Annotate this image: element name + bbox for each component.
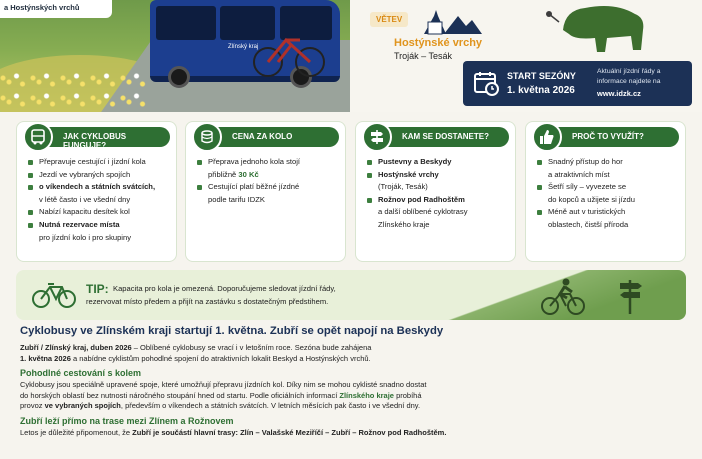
list-item: Nabízí kapacitu desítek kol [27, 207, 170, 218]
list-item: Přepravuje cestující i jízdní kola [27, 157, 170, 168]
season-banner [463, 61, 692, 106]
tip-line-1: Kapacita pro kola je omezená. Doporučujeme sledovat jízdní řády, [113, 284, 336, 293]
panel-why-use [525, 121, 686, 262]
price-value: 30 Kč [238, 169, 259, 179]
coins-icon [192, 122, 222, 152]
panel-title: PROČ TO VYUŽÍT? [572, 132, 644, 141]
bus-icon [23, 122, 53, 152]
bike-rack-icon [248, 22, 338, 82]
tip-line-2: rezervovat místo předem a přijít na zastávku s dostatečným předstihem. [86, 297, 329, 306]
season-website-link[interactable]: www.idzk.cz [597, 89, 641, 98]
section-heading: Zubří leží přímo na trase mezi Zlínem a Rožnovem [20, 415, 234, 426]
panel-price [185, 121, 346, 262]
list-item: Rožnov pod Radhoštěm [366, 195, 509, 206]
calendar-icon [473, 70, 499, 96]
article-paragraph: Cyklobusy jsou speciálně upravené spoje, které umožňují přepravu jízdních kol. Díky nim se mohou cyklisté snadno dostat do horských oblastí bez nutnosti náročného stoupání hned od startu. Podle oficiálních informací Zlínského kraje probíhá provoz ve vybraných spojích, především o víkendech a státních svátcích. V letních měsících pak často i ve všední dny. [20, 380, 427, 411]
section-heading: Pohodlné cestování s kolem [20, 368, 142, 379]
season-info: Aktuální jízdní řády a informace najdete na [597, 68, 661, 85]
list-item: a atraktivních míst [548, 169, 610, 179]
panel-title: KAM SE DOSTANETE? [402, 132, 489, 141]
article-lead: Zubří / Zlínský kraj, duben 2026 – Oblíbené cyklobusy se vrací i v letošním roce. Sezóna bude zahájena 1. května 2026 a nabídne cyklistům pohodlné spojení do atraktivních lokalit Beskyd a Hostýnských vrchů. [20, 343, 372, 363]
branch-tag: VĚTEV [370, 12, 408, 27]
bison-icon [545, 0, 660, 60]
list-item: o víkendech a státních svátcích, [27, 182, 170, 193]
cyclist-icon [540, 278, 586, 316]
list-item: Snadný přístup do hor [536, 157, 679, 168]
article [20, 325, 690, 443]
signpost-icon [362, 122, 392, 152]
route-title: Hostýnské vrchy [394, 37, 483, 49]
list-item: Jezdí ve vybraných spojích [27, 170, 170, 181]
article-paragraph: Letos je důležité připomenout, že Zubří je součástí hlavní trasy: Zlín – Valašské Meziříčí – Zubří – Rožnov pod Radhoštěm. [20, 427, 447, 437]
hero-caption: a Hostýnských vrchů [4, 3, 80, 12]
list-item: podle tarifu IDZK [208, 194, 265, 204]
hero-photo [0, 0, 350, 112]
panel-how-it-works [16, 121, 177, 262]
list-item: Cestující platí běžné jízdné [196, 182, 339, 193]
thumbs-up-icon [532, 122, 562, 152]
list-item: Méně aut v turistických [536, 207, 679, 218]
panel-title: JAK CYKLOBUS FUNGUJE? [63, 132, 127, 150]
list-item: Hostýnské vrchy [366, 170, 509, 181]
panel-title: CENA ZA KOLO [232, 132, 293, 141]
season-label: START SEZÓNY [507, 71, 576, 81]
trail-signpost-icon [618, 278, 644, 314]
list-item: a další oblíbené cyklotrasy [378, 207, 468, 217]
route-subtitle: Troják – Tesák [394, 51, 453, 61]
list-item: přibližně 30 Kč [208, 169, 259, 179]
list-item: v létě často i ve všední dny [39, 194, 131, 204]
tip-label: TIP: [86, 282, 109, 296]
list-item: oblastech, čistší příroda [548, 219, 629, 229]
list-item: Přeprava jednoho kola stojí [196, 157, 339, 168]
season-date: 1. května 2026 [507, 85, 575, 96]
list-item: Nutná rezervace místa [27, 220, 170, 231]
list-item: pro jízdní kolo i pro skupiny [39, 232, 132, 242]
list-item: Šetří síly – vyvezete se [536, 182, 679, 193]
list-item: Pustevny a Beskydy [366, 157, 509, 168]
bicycle-icon [32, 282, 76, 308]
list-item: (Troják, Tesák) [378, 182, 428, 192]
bus-brand: Zlínský kraj [228, 44, 259, 50]
article-headline: Cyklobusy ve Zlínském kraji startují 1. května. Zubří se opět napojí na Beskydy [20, 325, 444, 337]
panel-destinations [355, 121, 516, 262]
list-item: Zlínského kraje [378, 219, 430, 229]
list-item: do kopců a užijete si jízdu [548, 194, 635, 204]
church-mountains-icon [422, 6, 484, 36]
